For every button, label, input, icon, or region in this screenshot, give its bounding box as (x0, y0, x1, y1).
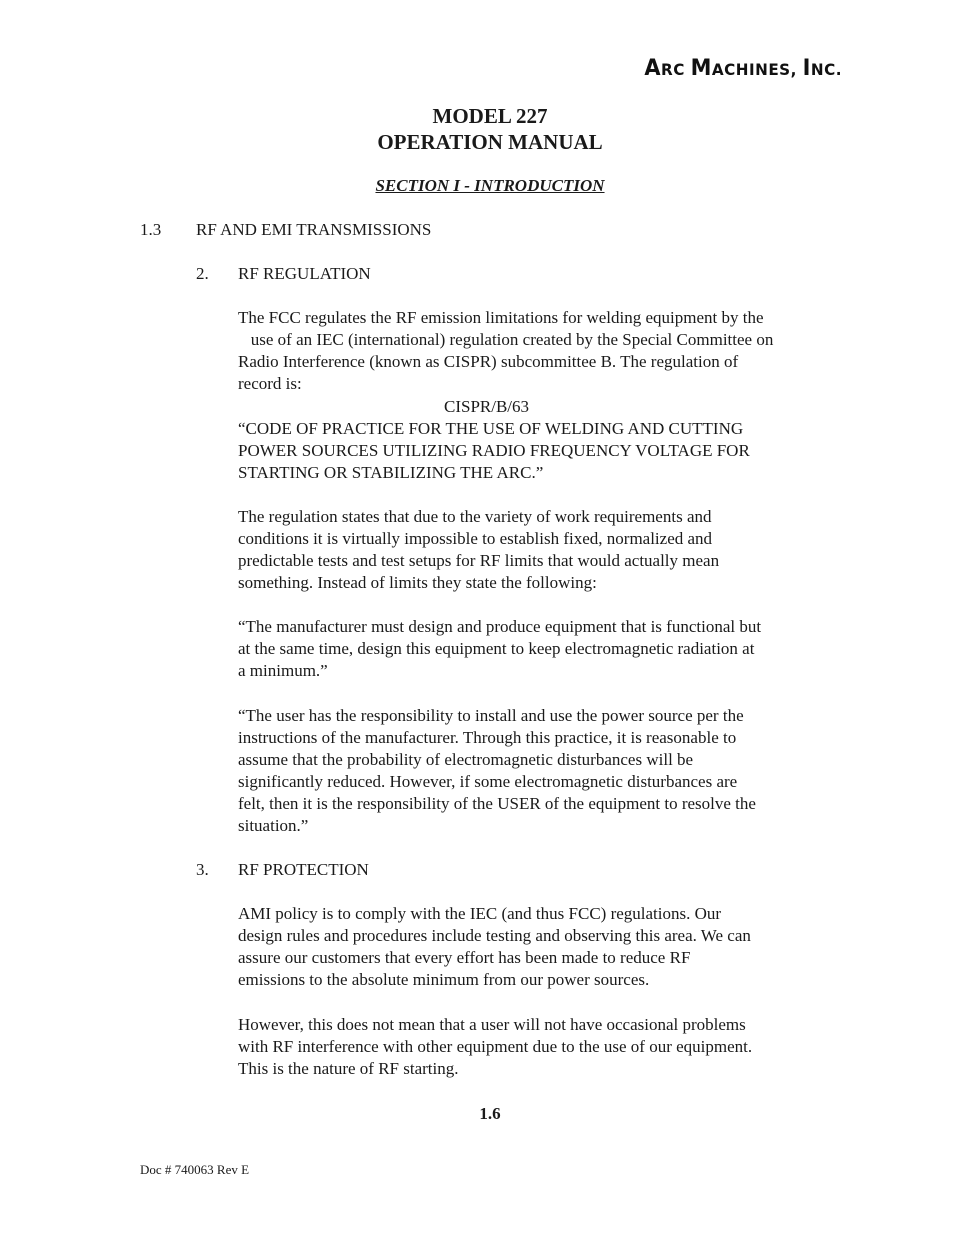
regulation-code: CISPR/B/63 (444, 397, 530, 416)
document-number: Doc # 740063 Rev E (140, 1162, 250, 1177)
document-title-model: MODEL 227 (432, 104, 548, 128)
regulation-quote: “CODE OF PRACTICE FOR THE USE OF WELDING AND CUTTING POWER SOURCES UTILIZING RADIO FREQUENCY VOLTAGE FOR STARTING OR STABILIZING THE ARC.” (238, 419, 750, 482)
subsection-3-title: RF PROTECTION (238, 860, 369, 879)
company-logo: ARC MACHINES, INC. (644, 56, 842, 81)
document-title-manual: OPERATION MANUAL (377, 130, 603, 154)
regulation-paragraph-1: The FCC regulates the RF emission limitations for welding equipment by the use of an IEC (international) regulation created by the Special Committee on Radio Interference (known as CISPR) subcommittee B. The regulation of record is: (238, 308, 774, 393)
subsection-2-number: 2. (196, 264, 209, 283)
manufacturer-quote: “The manufacturer must design and produce equipment that is functional but at the same time, design this equipment to keep electromagnetic radiation at a minimum.” (238, 617, 762, 680)
heading-number: 1.3 (140, 220, 162, 239)
section-title: SECTION I - INTRODUCTION (375, 176, 605, 195)
heading-text: RF AND EMI TRANSMISSIONS (196, 220, 432, 239)
subsection-3-number: 3. (196, 860, 209, 879)
protection-paragraph-2: However, this does not mean that a user will not have occasional problems with RF interference with other equipment due to the use of our equipment. This is the nature of RF starting. (238, 1015, 753, 1078)
regulation-paragraph-2: The regulation states that due to the variety of work requirements and conditions it is virtually impossible to establish fixed, normalized and predictable tests and test setups for RF limits that would actually mean something. Instead of limits they state the following: (238, 507, 720, 592)
subsection-2-title: RF REGULATION (238, 264, 371, 283)
protection-paragraph-1: AMI policy is to comply with the IEC (and thus FCC) regulations. Our design rules and procedures include testing and observing this area. We can assure our customers that every effort has been made to reduce RF emissions to the absolute minimum from our power sources. (238, 904, 751, 989)
page-number: 1.6 (479, 1104, 501, 1123)
user-quote: “The user has the responsibility to install and use the power source per the instructions of the manufacturer. Through this practice, it is reasonable to assume that the probability of electromagnetic disturbances will be significantly reduced. However, if some electromagnetic disturbances are felt, then it is the responsibility of the USER of the equipment to resolve the situation.” (238, 706, 756, 835)
